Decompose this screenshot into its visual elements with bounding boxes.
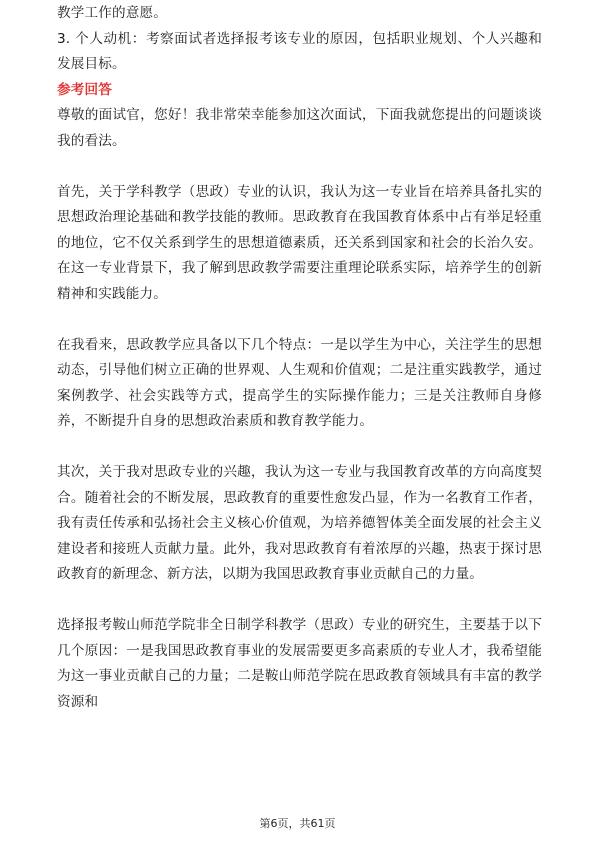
- page-number-footer: 第6页，共61页: [259, 817, 336, 830]
- answer-paragraph-characteristics: 在我看来，思政教学应具备以下几个特点：一是以学生为中心，关注学生的思想动态，引导他们树立正确的世界观、人生观和价值观；二是注重实践教学，通过案例教学、社会实践等方式，提高学生的实际操作能力；三是关注教师自身修养，不断提升自身的思想政治素质和教育教学能力。: [57, 336, 542, 429]
- paragraph-gap: [57, 435, 542, 461]
- answer-paragraph-reasons: 选择报考鞍山师范学院非全日制学科教学（思政）专业的研究生，主要基于以下几个原因：一是我国思政教育事业的发展需要更多高素质的专业人才，我希望能为这一事业贡献自己的力量；二是鞍山师范学院在思政教育领域具有丰富的教学资源和: [57, 617, 542, 710]
- paragraph-gap: [57, 154, 542, 180]
- document-body: [57, 1, 542, 715]
- paragraph-personal-motivation: 3. 个人动机：考察面试者选择报考该专业的原因，包括职业规划、个人兴趣和发展目标。: [57, 30, 542, 72]
- answer-heading: 参考回答: [57, 81, 112, 98]
- paragraph-gap: [57, 307, 542, 333]
- answer-greeting: 尊敬的面试官，您好！我非常荣幸能参加这次面试，下面我就您提出的问题谈谈我的看法。: [57, 107, 542, 149]
- answer-paragraph-interest: 其次，关于我对思政专业的兴趣，我认为这一专业与我国教育改革的方向高度契合。随着社会的不断发展，思政教育的重要性愈发凸显，作为一名教育工作者，我有责任传承和弘扬社会主义核心价值观，为培养德智体美全面发展的社会主义建设者和接班人贡献力量。此外，我对思政教育有着浓厚的兴趣，热衷于探讨思政教育的新理念、新方法，以期为我国思政教育事业贡献自己的力量。: [57, 464, 542, 582]
- answer-paragraph-understanding: 首先，关于学科教学（思政）专业的认识，我认为这一专业旨在培养具备扎实的思想政治理论基础和教学技能的教师。思政教育在我国教育体系中占有举足轻重的地位，它不仅关系到学生的思想道德素质，还关系到国家和社会的长治久安。在这一专业背景下，我了解到思政教学需要注重理论联系实际，培养学生的创新精神和实践能力。: [57, 183, 542, 302]
- paragraph-continuation: 教学工作的意愿。: [57, 5, 167, 21]
- paragraph-gap: [57, 588, 542, 614]
